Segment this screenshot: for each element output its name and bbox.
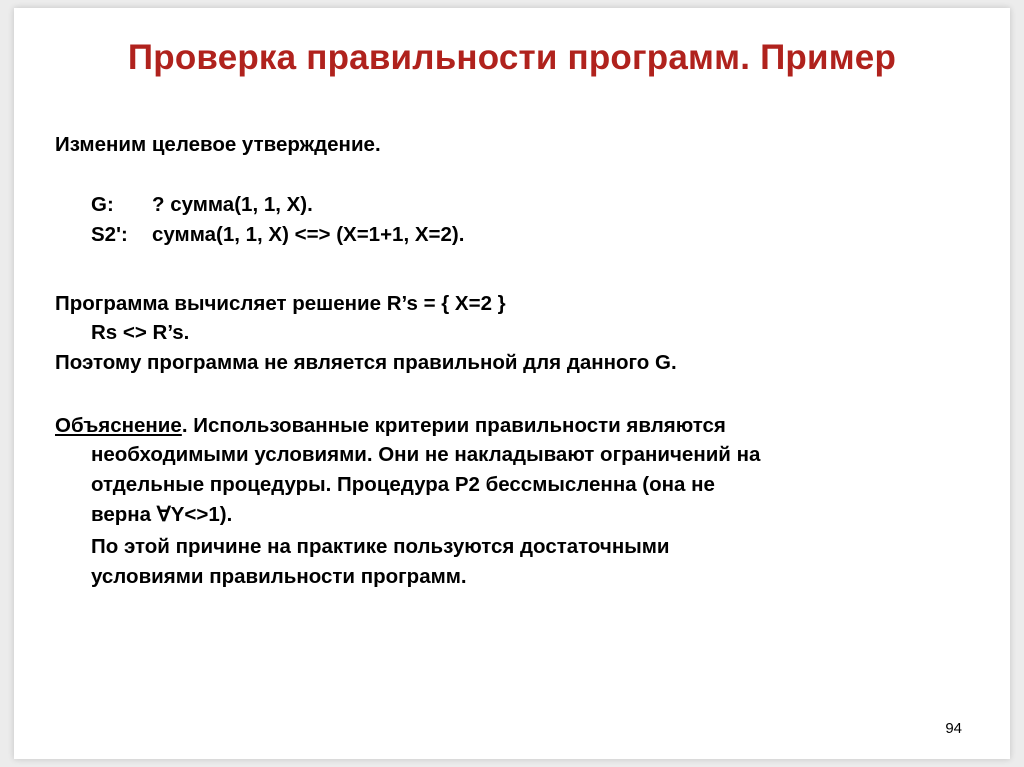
page-number: 94 bbox=[945, 720, 962, 737]
conclusion-line: Поэтому программа не является правильной для данного G. bbox=[55, 351, 677, 374]
explanation-line-3: отдельные процедуры. Процедура P2 бессмысленна (она не bbox=[91, 473, 715, 496]
s2-label: S2': bbox=[91, 223, 128, 246]
program-solution-line: Программа вычисляет решение R’s = { X=2 } bbox=[55, 292, 506, 315]
s2-text: сумма(1, 1, X) <=> (X=1+1, X=2). bbox=[152, 223, 465, 246]
explanation-text-1: . Использованные критерии правильности являются bbox=[181, 414, 726, 437]
explanation-line-5: По этой причине на практике пользуются достаточными bbox=[91, 535, 670, 558]
explanation-line-2: необходимыми условиями. Они не накладывают ограничений на bbox=[91, 443, 761, 466]
intro-line: Изменим целевое утверждение. bbox=[55, 133, 381, 156]
explanation-line-6: условиями правильности программ. bbox=[91, 565, 467, 588]
slide bbox=[14, 8, 1010, 759]
rs-compare-line: Rs <> R’s. bbox=[91, 321, 190, 344]
goal-line bbox=[91, 192, 313, 218]
s2-line bbox=[91, 222, 464, 248]
goal-text: ? сумма(1, 1, X). bbox=[152, 193, 313, 216]
goal-label: G: bbox=[91, 193, 114, 216]
explanation-line-1 bbox=[55, 413, 726, 439]
explanation-line-4: верна ∀Y<>1). bbox=[91, 503, 233, 526]
slide-title: Проверка правильности программ. Пример bbox=[127, 38, 897, 77]
explanation-label: Объяснение bbox=[55, 414, 182, 437]
